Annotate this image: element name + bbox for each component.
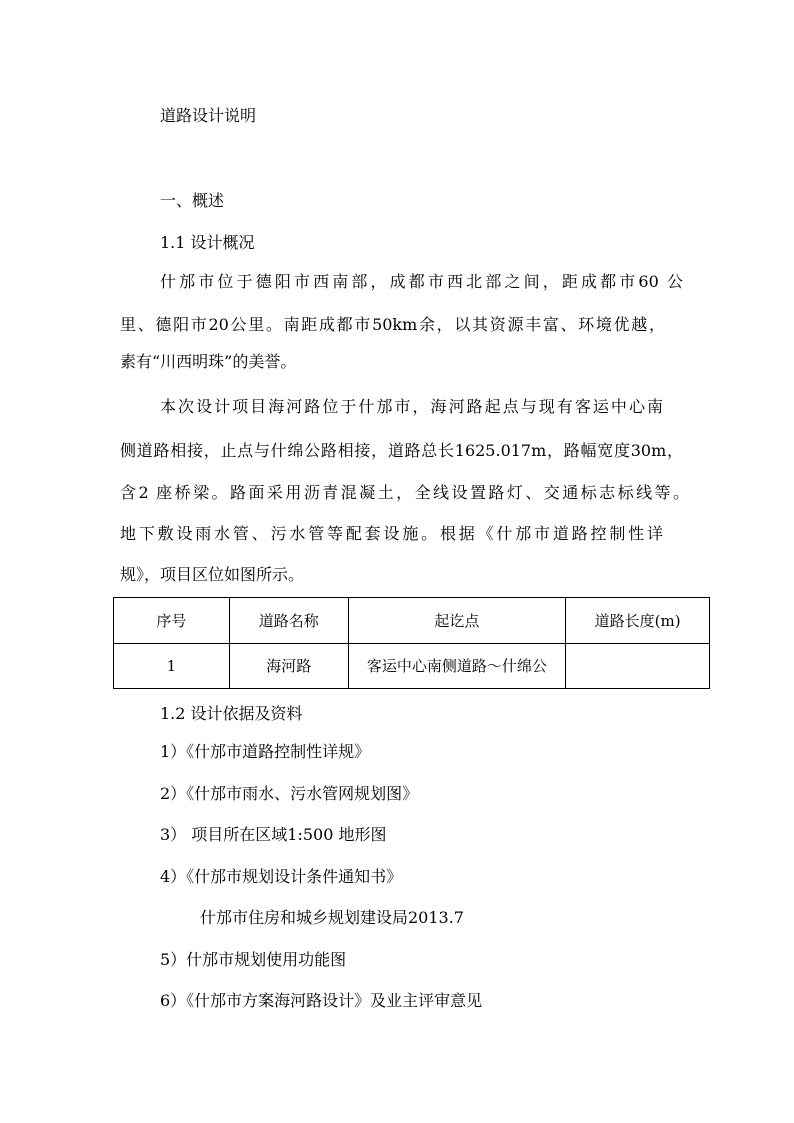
- table-header-cell: 道路长度(m): [566, 598, 710, 644]
- table-row: [114, 643, 710, 689]
- road-table: [113, 597, 710, 689]
- table-header-row: [114, 598, 710, 644]
- reference-item: 6）《什邡市方案海河路设计》及业主评审意见: [160, 991, 483, 1010]
- paragraph-line: 含2 座桥梁。路面采用沥青混凝土，全线设置路灯、交通标志标线等。: [120, 483, 689, 502]
- subsection-heading-design-overview: 1.1 设计概况: [160, 233, 255, 252]
- reference-item-note: 什邡市住房和城乡规划建设局2013.7: [200, 908, 464, 927]
- table-cell: 海河路: [229, 643, 348, 689]
- reference-item: 1）《什邡市道路控制性详规》: [160, 742, 371, 761]
- reference-item: 3） 项目所在区域1:500 地形图: [160, 825, 387, 844]
- paragraph-line: 侧道路相接，止点与什绵公路相接，道路总长1625.017m，路幅宽度30m，: [120, 441, 683, 460]
- subsection-heading-design-basis: 1.2 设计依据及资料: [160, 704, 303, 723]
- table-cell: [566, 643, 710, 689]
- table-cell: 1: [114, 643, 230, 689]
- reference-item: 5）什邡市规划使用功能图: [160, 950, 347, 969]
- table-header-cell: 序号: [114, 598, 230, 644]
- paragraph-line: 里、德阳市20公里。南距成都市50km余，以其资源丰富、环境优越，: [120, 315, 665, 334]
- section-heading-overview: 一、概述: [160, 191, 225, 210]
- paragraph-line: 规》，项目区位如图所示。: [120, 565, 305, 584]
- table-header-cell: 道路名称: [229, 598, 348, 644]
- table-header-cell: 起讫点: [348, 598, 566, 644]
- reference-item: 4）《什邡市规划设计条件通知书》: [160, 867, 403, 886]
- doc-title: 道路设计说明: [160, 106, 257, 125]
- paragraph-line: 地下敷设雨水管、污水管等配套设施。根据《什邡市道路控制性详: [120, 524, 663, 543]
- table-cell: 客运中心南侧道路～什绵公: [348, 643, 566, 689]
- paragraph-line: 本次设计项目海河路位于什邡市，海河路起点与现有客运中心南: [160, 397, 663, 416]
- paragraph-line: 素有“川西明珠”的美誉。: [120, 352, 297, 371]
- paragraph-line: 什邡市位于德阳市西南部，成都市西北部之间，距成都市60 公: [160, 272, 683, 291]
- reference-item: 2）《什邡市雨水、污水管网规划图》: [160, 784, 419, 803]
